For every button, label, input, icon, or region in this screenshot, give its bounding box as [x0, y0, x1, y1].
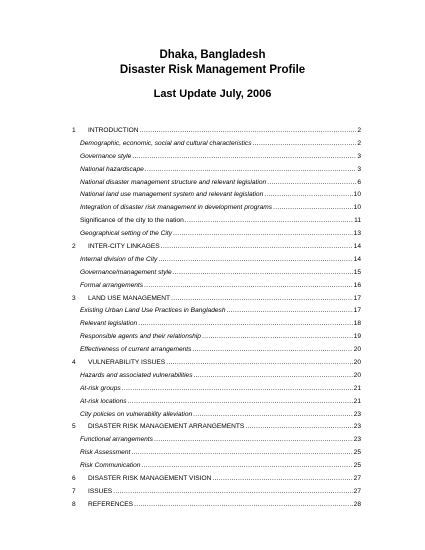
toc-dot-leader [138, 318, 352, 331]
toc-page-number: 10 [353, 204, 361, 212]
toc-dot-leader [144, 280, 353, 293]
toc-page-number: 15 [353, 268, 361, 276]
toc-dot-leader [141, 460, 352, 473]
toc-page-number: 23 [353, 436, 361, 444]
toc-dot-leader [267, 177, 356, 190]
toc-dot-leader [161, 241, 353, 254]
toc-dot-leader [113, 486, 352, 499]
toc-dot-leader [171, 293, 353, 306]
toc-entry-line [88, 486, 361, 499]
toc-section-number: 6 [72, 475, 76, 483]
toc-dot-leader [131, 447, 352, 460]
toc-subsection-entry[interactable] [0, 383, 425, 396]
toc-subsection-entry[interactable] [0, 370, 425, 383]
toc-entry-title[interactable]: Demographic, economic, social and cultural characteristics [80, 139, 252, 147]
toc-dot-leader [173, 267, 353, 280]
toc-section-entry[interactable] [0, 241, 425, 254]
toc-entry-line [80, 331, 361, 344]
toc-section-entry[interactable] [0, 486, 425, 499]
toc-page-number: 17 [353, 307, 361, 315]
toc-section-entry[interactable] [0, 293, 425, 306]
toc-dot-leader [134, 499, 353, 512]
toc-entry-title[interactable]: LAND USE MANAGEMENT [88, 294, 171, 302]
toc-page-number: 28 [353, 500, 361, 508]
toc-entry-title[interactable]: Significance of the city to the nation [80, 217, 184, 225]
toc-dot-leader [145, 164, 357, 177]
toc-dot-leader [273, 202, 353, 215]
toc-dot-leader [227, 305, 353, 318]
toc-section-entry[interactable] [0, 357, 425, 370]
toc-entry-title[interactable]: VULNERABILITY ISSUES [88, 359, 166, 367]
toc-page-number: 18 [353, 320, 361, 328]
toc-section-entry[interactable] [0, 473, 425, 486]
toc-entry-line [80, 215, 361, 228]
toc-subsection-entry[interactable] [0, 202, 425, 215]
toc-subsection-entry[interactable] [0, 434, 425, 447]
document-title-city: Dhaka, Bangladesh [159, 49, 266, 61]
toc-subsection-entry[interactable] [0, 409, 425, 422]
toc-page-number: 3 [357, 165, 361, 173]
toc-page-number: 21 [353, 397, 361, 405]
toc-page-number: 13 [353, 230, 361, 238]
toc-entry-line [80, 383, 361, 396]
toc-page-number: 25 [353, 462, 361, 470]
toc-dot-leader [158, 254, 352, 267]
toc-entry-line [80, 305, 361, 318]
toc-entry-line [80, 280, 361, 293]
document-title-profile: Disaster Risk Management Profile [119, 64, 306, 76]
toc-page-number: 27 [353, 487, 361, 495]
toc-page-number: 6 [357, 178, 361, 186]
toc-dot-leader [185, 215, 353, 228]
toc-dot-leader [154, 434, 353, 447]
toc-entry-line [80, 267, 361, 280]
toc-page-number: 2 [357, 127, 361, 134]
toc-entry-line [80, 460, 361, 473]
toc-section-entry[interactable] [0, 421, 425, 434]
toc-dot-leader [166, 357, 352, 370]
toc-entry-line [88, 499, 361, 512]
toc-page-number: 14 [353, 255, 361, 263]
toc-subsection-entry[interactable] [0, 138, 425, 151]
toc-entry-title[interactable]: At-risk groups [80, 384, 121, 392]
toc-entry-line [80, 370, 361, 383]
toc-page-number: 11 [354, 217, 361, 225]
toc-entry-line [80, 151, 361, 164]
toc-dot-leader [253, 138, 357, 151]
toc-section-entry[interactable] [0, 499, 425, 512]
toc-subsection-entry[interactable] [0, 280, 425, 293]
toc-entry-line [88, 293, 361, 306]
toc-page-number: 21 [353, 384, 361, 392]
toc-entry-title[interactable]: Risk Communication [80, 462, 141, 470]
toc-subsection-entry[interactable] [0, 396, 425, 409]
toc-subsection-entry[interactable] [0, 189, 425, 202]
last-update-line: Last Update July, 2006 [153, 88, 272, 100]
toc-page-number: 20 [353, 371, 361, 379]
toc-entry-line [88, 357, 361, 370]
toc-entry-line [88, 473, 361, 486]
toc-entry-title[interactable]: Risk Assessment [80, 449, 131, 457]
toc-page-number: 27 [353, 475, 361, 483]
toc-section-number: 3 [72, 294, 76, 302]
toc-subsection-entry[interactable] [0, 447, 425, 460]
toc-entry-title[interactable]: At-risk locations [80, 397, 127, 405]
toc-page-number: 25 [353, 449, 361, 457]
toc-entry-title[interactable]: Relevant legislation [80, 320, 138, 328]
toc-section-number: 8 [72, 500, 76, 508]
toc-entry-line [80, 344, 361, 357]
toc-entry-line [88, 125, 361, 138]
toc-dot-leader [173, 228, 353, 241]
toc-page-number: 3 [357, 152, 361, 160]
toc-subsection-entry[interactable] [0, 164, 425, 177]
toc-dot-leader [264, 189, 352, 202]
toc-entry-title[interactable]: Effectiveness of current arrangements [80, 346, 192, 354]
toc-entry-title[interactable]: National land use management system and relevant legislation [80, 191, 264, 199]
toc-subsection-entry[interactable] [0, 228, 425, 241]
toc-page-number: 17 [353, 294, 361, 302]
toc-entry-title[interactable]: Integration of disaster risk management in development programs [80, 204, 273, 212]
toc-section-number: 1 [72, 127, 76, 134]
toc-page-number: 20 [353, 359, 361, 367]
toc-entry-line [88, 241, 361, 254]
toc-subsection-entry[interactable] [0, 151, 425, 164]
toc-entry-line [80, 434, 361, 447]
toc-entry-title[interactable]: Existing Urban Land Use Practices in Bangladesh [80, 307, 226, 315]
toc-dot-leader [140, 125, 357, 138]
toc-dot-leader [132, 151, 356, 164]
toc-entry-line [80, 254, 361, 267]
toc-entry-line [80, 447, 361, 460]
toc-section-number: 7 [72, 487, 76, 495]
toc-entry-line [80, 189, 361, 202]
toc-entry-title[interactable]: ISSUES [88, 487, 113, 495]
toc-entry-title[interactable]: Geographical setting of the City [80, 230, 172, 238]
toc-dot-leader [122, 383, 353, 396]
toc-entry-line [80, 202, 361, 215]
toc-entry-title[interactable]: Internal division of the City [80, 255, 158, 263]
toc-entry-title[interactable]: Governance/management style [80, 268, 172, 276]
toc-entry-line [80, 396, 361, 409]
toc-section-number: 5 [72, 423, 76, 431]
toc-entry-title[interactable]: Functional arrangements [80, 436, 153, 444]
toc-subsection-entry[interactable] [0, 318, 425, 331]
toc-page-number: 20 [353, 346, 361, 354]
toc-subsection-entry[interactable] [0, 254, 425, 267]
toc-page-number: 10 [353, 191, 361, 199]
toc-dot-leader [202, 331, 353, 344]
toc-dot-leader [212, 473, 352, 486]
toc-entry-line [80, 228, 361, 241]
toc-entry-title[interactable]: DISASTER RISK MANAGEMENT VISION [88, 475, 212, 483]
toc-entry-title[interactable]: Formal arrangements [80, 281, 144, 289]
toc-entry-title[interactable]: REFERENCES [88, 500, 134, 508]
toc-subsection-entry[interactable] [0, 267, 425, 280]
toc-section-entry[interactable] [0, 125, 425, 138]
toc-page-number: 2 [357, 139, 361, 147]
toc-page-number: 23 [353, 423, 361, 431]
toc-dot-leader [245, 421, 352, 434]
toc-page-number: 19 [353, 333, 361, 341]
toc-subsection-entry[interactable] [0, 344, 425, 357]
toc-section-number: 4 [72, 359, 76, 367]
table-of-contents [0, 125, 425, 512]
toc-subsection-entry[interactable] [0, 460, 425, 473]
toc-subsection-entry[interactable] [0, 177, 425, 190]
toc-entry-line [80, 177, 361, 190]
toc-page-number: 23 [353, 410, 361, 418]
toc-dot-leader [194, 370, 353, 383]
toc-entry-title[interactable]: Hazards and associated vulnerabilities [80, 371, 193, 379]
toc-entry-line [80, 318, 361, 331]
toc-entry-title[interactable]: INTRODUCTION [88, 127, 139, 134]
toc-entry-title[interactable]: DISASTER RISK MANAGEMENT ARRANGEMENTS [88, 423, 245, 431]
toc-subsection-entry[interactable] [0, 305, 425, 318]
toc-entry-title[interactable]: Governance style [80, 152, 132, 160]
toc-entry-line [80, 164, 361, 177]
toc-section-number: 2 [72, 243, 76, 251]
toc-page-number: 14 [353, 243, 361, 251]
toc-entry-title[interactable]: National disaster management structure and relevant legislation [80, 178, 267, 186]
toc-entry-title[interactable]: City policies on vulnerability alleviation [80, 410, 193, 418]
toc-entry-line [88, 421, 361, 434]
toc-entry-line [80, 409, 361, 422]
toc-dot-leader [193, 409, 353, 422]
toc-dot-leader [192, 344, 352, 357]
toc-entry-title[interactable]: Responsible agents and their relationship [80, 333, 201, 341]
toc-dot-leader [128, 396, 353, 409]
toc-page-number: 16 [353, 281, 361, 289]
toc-subsection-entry[interactable] [0, 331, 425, 344]
toc-entry-title[interactable]: INTER-CITY LINKAGES [88, 243, 160, 251]
toc-entry-line [80, 138, 361, 151]
toc-entry-title[interactable]: National hazardscape [80, 165, 144, 173]
toc-subsection-entry[interactable] [0, 215, 425, 228]
